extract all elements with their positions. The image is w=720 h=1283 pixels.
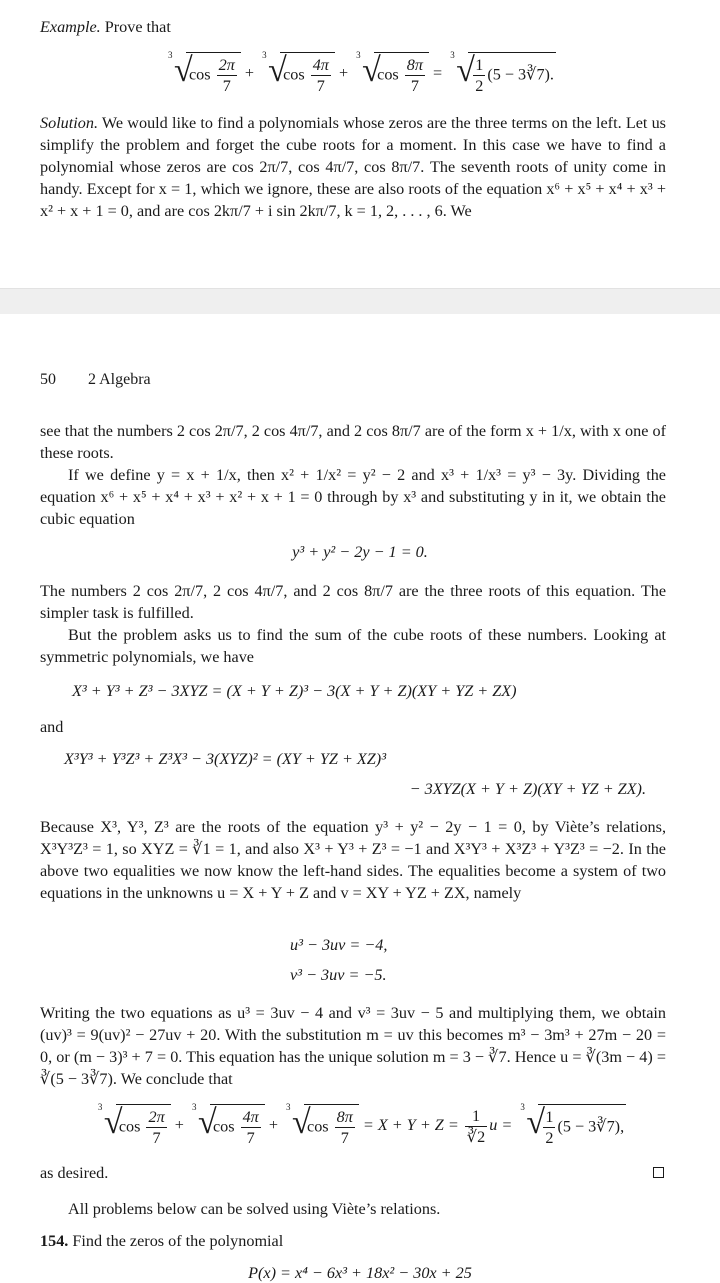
- cube-root-1: 3 √ cos $\frac{2\pi}{7}$: [168, 52, 241, 97]
- example-line: [40, 16, 666, 38]
- qed-box-icon: [653, 1167, 664, 1178]
- page-separator: [0, 288, 720, 316]
- problem-equation: P(x) = x⁴ − 6x³ + 18x² − 30x + 25: [248, 1264, 472, 1282]
- example-label: Example.: [40, 18, 101, 36]
- problem-text: Find the zeros of the polynomial: [72, 1232, 284, 1250]
- running-head: [40, 371, 179, 389]
- solution-text: We would like to find a polynomials whose zeros are the three terms on the left. Let us simplify the problem and forget the cube roots for a moment. In this case we have to find a polynomial whose zeros are cos 2π/7, cos 4π/7, cos 8π/7. The seventh roots of unity come in handy. Except for x = 1, which we ignore, these are also roots of the equation x⁶ + x⁵ + x⁴ + x³ + x² + x + 1 = 0, and are cos 2kπ/7 + i sin 2kπ/7, k = 1, 2, . . . , 6. We: [40, 114, 666, 220]
- as-desired: as desired.: [40, 1164, 109, 1182]
- cube-root-2: 3 √ cos $\frac{4\pi}{7}$: [262, 52, 335, 97]
- problem-number: 154.: [40, 1232, 69, 1250]
- paragraph-5: Because X³, Y³, Z³ are the roots of the equation y³ + y² − 2y − 1 = 0, by Viète’s relations, X³Y³Z³ = 1, so XYZ = ∛1 = 1, and also X³ + Y³ + Z³ = −1 and X³Y³ + X³Z³ + Y³Z³ = −2. In the above two equalities we now know the left-hand sides. The equalities become a system of two equations in the unknowns u = X + Y + Z and v = XY + YZ + ZX, namely: [40, 818, 666, 902]
- equation-v: v³ − 3uv = −5.: [290, 966, 387, 984]
- page-number: 50: [40, 371, 56, 388]
- cubic-equation: y³ + y² − 2y − 1 = 0.: [292, 543, 428, 561]
- paragraph-7: All problems below can be solved using Viète’s relations.: [68, 1200, 441, 1218]
- page-top: [0, 0, 720, 288]
- problem-154: [40, 1230, 666, 1252]
- page-bottom: [0, 314, 720, 1280]
- chapter-title: 2 Algebra: [88, 371, 151, 388]
- paragraph-1: see that the numbers 2 cos 2π/7, 2 cos 4π/7, and 2 cos 8π/7 are of the form x + 1/x, with x one of these roots.: [40, 422, 666, 462]
- paragraph-3: The numbers 2 cos 2π/7, 2 cos 4π/7, and 2 cos 8π/7 are the three roots of this equation. The simpler task is fulfilled.: [40, 582, 666, 622]
- paragraph-6: Writing the two equations as u³ = 3uv − 4 and v³ = 3uv − 5 and multiplying them, we obtain (uv)³ = 9(uv)² − 27uv + 20. With the substitution m = uv this becomes m³ − 3m³ + 27m − 20 = 0, or (m − 3)³ + 7 = 0. This equation has the unique solution m = 3 − ∛7. Hence u = ∛(3m − 4) = ∛(5 − 3∛7). We conclude that: [40, 1004, 666, 1088]
- symmetric-identity-2b: − 3XYZ(X + Y + Z)(XY + YZ + ZX).: [409, 780, 646, 798]
- example-text: Prove that: [104, 18, 171, 36]
- paragraph-4: But the problem asks us to find the sum of the cube roots of these numbers. Looking at symmetric polynomials, we have: [40, 626, 666, 666]
- cube-root-rhs: 3 √ $\frac{1}{2}$ (5 − 3∛7).: [450, 50, 554, 96]
- final-equation: 3 √ cos $\frac{2\pi}{7}$ + 3 √ cos $\frac{4\pi}{7}$ + 3 √ cos $\frac{8\pi}{7}$ = X + Y + Z = $\frac{1}{∛2}$ u = 3 √ $\frac{1}{2}$ (5 − 3∛7),: [97, 1102, 625, 1148]
- solution-label: Solution.: [40, 114, 99, 132]
- cube-root-3: 3 √ cos $\frac{8\pi}{7}$: [356, 52, 429, 97]
- and-text: and: [40, 718, 64, 736]
- paragraph-2: If we define y = x + 1/x, then x² + 1/x² = y² − 2 and x³ + 1/x³ = y³ − 3y. Dividing the equation x⁶ + x⁵ + x⁴ + x³ + x² + x + 1 = 0 through by x³ and substituting y in it, we obtain the cubic equation: [40, 466, 666, 528]
- example-equation: 3 √ cos $\frac{2\pi}{7}$ + 3 √ cos $\frac{4\pi}{7}$ + 3 √ cos $\frac{8\pi}{7}$ = 3 √ $\frac{1}{2}$ (5 − 3∛7).: [168, 50, 554, 96]
- solution-paragraph: [40, 112, 666, 222]
- symmetric-identity-2a: X³Y³ + Y³Z³ + Z³X³ − 3(XYZ)² = (XY + YZ + XZ)³: [64, 750, 387, 768]
- equation-u: u³ − 3uv = −4,: [290, 936, 388, 954]
- symmetric-identity-1: X³ + Y³ + Z³ − 3XYZ = (X + Y + Z)³ − 3(X + Y + Z)(XY + YZ + ZX): [72, 682, 517, 700]
